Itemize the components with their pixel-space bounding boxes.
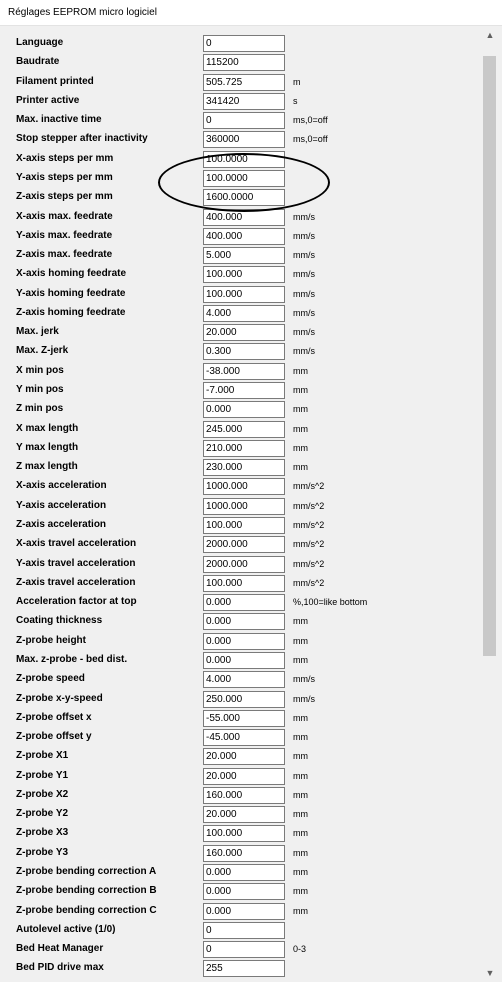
setting-label: Printer active [16,94,80,106]
setting-row [0,246,478,265]
setting-label: Z max length [16,461,78,473]
setting-row [0,632,478,651]
setting-row [0,767,478,786]
setting-unit: mm/s [293,693,315,704]
setting-value-field[interactable] [203,131,285,148]
setting-value-field[interactable] [203,112,285,129]
setting-label: Bed PID drive max [16,962,104,974]
setting-label: X max length [16,422,79,434]
setting-value-field[interactable] [203,671,285,688]
setting-label: Z-probe X2 [16,788,69,800]
setting-label: Stop stepper after inactivity [16,133,148,145]
setting-value-field[interactable] [203,363,285,380]
setting-row [0,150,478,169]
setting-row [0,940,478,959]
setting-value-field[interactable] [203,440,285,457]
setting-unit: mm/s^2 [293,577,325,588]
vertical-scrollbar[interactable] [478,26,502,982]
scroll-down-arrow-icon[interactable]: ▼ [485,968,495,978]
setting-label: Acceleration factor at top [16,596,137,608]
setting-label: Max. z-probe - bed dist. [16,653,128,665]
setting-row [0,111,478,130]
setting-row [0,169,478,188]
setting-unit: mm [293,712,308,723]
setting-value-field[interactable] [203,517,285,534]
setting-unit: mm [293,616,308,627]
setting-row [0,651,478,670]
setting-unit: mm/s [293,230,315,241]
setting-value-field[interactable] [203,401,285,418]
scrollbar-track[interactable] [481,44,499,964]
setting-row [0,420,478,439]
setting-row [0,227,478,246]
setting-value-field[interactable] [203,382,285,399]
setting-row [0,902,478,921]
setting-row [0,786,478,805]
setting-row [0,555,478,574]
setting-row [0,670,478,689]
eeprom-settings-panel [0,26,478,982]
setting-unit: mm/s [293,288,315,299]
setting-row [0,130,478,149]
setting-value-field[interactable] [203,343,285,360]
setting-label: X-axis acceleration [16,480,107,492]
setting-label: Z-probe Y2 [16,808,69,820]
setting-unit: mm [293,828,308,839]
setting-label: Y-axis max. feedrate [16,229,113,241]
setting-row [0,285,478,304]
setting-label: Z-probe x-y-speed [16,692,103,704]
setting-row [0,208,478,227]
setting-label: Language [16,37,64,48]
scroll-up-arrow-icon[interactable]: ▲ [485,30,495,40]
setting-value-field[interactable] [203,536,285,553]
setting-unit: mm [293,770,308,781]
setting-label: X min pos [16,364,64,376]
setting-unit: %,100=like bottom [293,597,368,608]
setting-row [0,458,478,477]
setting-label: X-axis homing feedrate [16,268,127,280]
setting-unit: mm [293,385,308,396]
setting-unit: mm [293,732,308,743]
setting-value-field[interactable] [203,478,285,495]
setting-unit: mm [293,365,308,376]
setting-value-field[interactable] [203,922,285,939]
setting-label: Coating thickness [16,615,103,627]
setting-value-field[interactable] [203,35,285,52]
setting-label: Z-probe bending correction A [16,866,157,878]
setting-value-field[interactable] [203,324,285,341]
setting-label: Baudrate [16,56,60,68]
setting-label: Z-probe X1 [16,750,69,762]
setting-unit: mm/s [293,674,315,685]
setting-value-field[interactable] [203,575,285,592]
setting-value-field[interactable] [203,170,285,187]
setting-row [0,497,478,516]
setting-row [0,593,478,612]
setting-unit: mm/s [293,346,315,357]
setting-value-field[interactable] [203,459,285,476]
setting-value-field[interactable] [203,74,285,91]
setting-unit: mm [293,751,308,762]
setting-unit: mm/s [293,307,315,318]
setting-value-field[interactable] [203,787,285,804]
setting-value-field[interactable] [203,266,285,283]
setting-label: Z-probe X3 [16,827,69,839]
setting-label: Z min pos [16,403,64,415]
setting-value-field[interactable] [203,613,285,630]
setting-row [0,535,478,554]
setting-label: Z-axis acceleration [16,519,107,530]
setting-label: Max. inactive time [16,114,102,126]
setting-label: Z-probe Y1 [16,769,69,781]
setting-unit: mm/s [293,250,315,261]
setting-unit: mm [293,789,308,800]
setting-value-field[interactable] [203,652,285,669]
setting-unit: mm [293,423,308,434]
window-titlebar [0,0,502,26]
setting-label: Max. Z-jerk [16,345,69,357]
setting-label: Z-axis max. feedrate [16,249,113,261]
setting-row [0,34,478,53]
setting-row [0,53,478,72]
setting-row [0,400,478,419]
setting-label: Y-axis homing feedrate [16,287,126,299]
setting-label: X-axis max. feedrate [16,210,113,222]
setting-value-field[interactable] [203,691,285,708]
setting-row [0,439,478,458]
scrollbar-thumb[interactable] [483,56,496,656]
setting-value-field[interactable] [203,228,285,245]
setting-value-field[interactable] [203,883,285,900]
setting-unit: mm [293,905,308,916]
setting-value-field[interactable] [203,151,285,168]
setting-label: Y-axis acceleration [16,499,107,511]
setting-row [0,92,478,111]
setting-row [0,362,478,381]
setting-value-field[interactable] [203,710,285,727]
setting-value-field[interactable] [203,247,285,264]
setting-row [0,73,478,92]
setting-label: Z-probe offset x [16,711,92,723]
setting-value-field[interactable] [203,729,285,746]
setting-label: Z-probe height [16,634,86,646]
setting-unit: mm/s [293,327,315,338]
setting-unit: mm/s [293,269,315,280]
setting-value-field[interactable] [203,633,285,650]
setting-label: Z-probe Y3 [16,846,69,858]
setting-label: Y min pos [16,384,64,396]
setting-unit: s [293,95,298,106]
setting-label: Autolevel active (1/0) [16,923,116,935]
setting-unit: mm [293,462,308,473]
setting-row [0,882,478,901]
setting-label: Max. jerk [16,326,59,338]
setting-unit: 0-3 [293,944,307,955]
setting-unit: mm/s^2 [293,481,325,492]
setting-value-field[interactable] [203,189,285,206]
setting-row [0,863,478,882]
setting-value-field[interactable] [203,941,285,958]
setting-row [0,805,478,824]
setting-row [0,824,478,843]
setting-value-field[interactable] [203,209,285,226]
setting-value-field[interactable] [203,825,285,842]
setting-row [0,690,478,709]
setting-row [0,342,478,361]
setting-value-field[interactable] [203,54,285,71]
setting-value-field[interactable] [203,556,285,573]
setting-value-field[interactable] [203,93,285,110]
setting-unit: mm [293,442,308,453]
setting-label: Z-probe bending correction C [16,904,157,916]
setting-value-field[interactable] [203,903,285,920]
setting-value-field[interactable] [203,748,285,765]
setting-label: Z-probe bending correction B [16,885,157,897]
setting-label: X-axis steps per mm [16,152,114,164]
setting-unit: mm [293,847,308,858]
setting-unit: mm [293,654,308,665]
setting-row [0,574,478,593]
setting-value-field[interactable] [203,286,285,303]
setting-row [0,265,478,284]
setting-value-field[interactable] [203,806,285,823]
setting-row [0,921,478,940]
setting-row [0,728,478,747]
setting-value-field[interactable] [203,498,285,515]
setting-label: Y-axis steps per mm [16,171,113,183]
setting-label: Bed Heat Manager [16,943,104,955]
setting-label: Y-axis travel acceleration [16,557,136,569]
setting-label: Z-axis travel acceleration [16,576,136,588]
setting-label: Z-probe speed [16,673,85,685]
setting-row [0,612,478,631]
setting-unit: mm/s^2 [293,500,325,511]
setting-unit: mm [293,867,308,878]
setting-value-field[interactable] [203,594,285,611]
setting-unit: ms,0=off [293,134,328,145]
setting-row [0,844,478,863]
setting-unit: mm/s^2 [293,558,325,569]
setting-unit: mm [293,404,308,415]
setting-value-field[interactable] [203,864,285,881]
setting-unit: mm [293,809,308,820]
setting-value-field[interactable] [203,421,285,438]
setting-unit: mm [293,635,308,646]
setting-label: X-axis travel acceleration [16,538,137,550]
setting-label: Filament printed [16,75,94,87]
setting-label: Y max length [16,441,79,453]
setting-row [0,959,478,978]
window-title: Réglages EEPROM micro logiciel [8,7,157,18]
setting-row [0,477,478,496]
setting-row [0,516,478,535]
setting-value-field[interactable] [203,960,285,977]
setting-label: Z-axis homing feedrate [16,306,126,318]
setting-value-field[interactable] [203,845,285,862]
setting-row [0,323,478,342]
setting-value-field[interactable] [203,305,285,322]
setting-label: Z-probe offset y [16,731,92,743]
setting-label: Z-axis steps per mm [16,191,113,203]
setting-row [0,709,478,728]
setting-row [0,188,478,207]
setting-unit: mm/s^2 [293,520,325,530]
setting-unit: mm [293,886,308,897]
setting-value-field[interactable] [203,768,285,785]
setting-unit: m [293,76,301,87]
setting-row [0,381,478,400]
setting-unit: ms,0=off [293,115,328,126]
setting-row [0,304,478,323]
setting-unit: mm/s [293,211,315,222]
setting-unit: mm/s^2 [293,539,325,550]
setting-row [0,747,478,766]
